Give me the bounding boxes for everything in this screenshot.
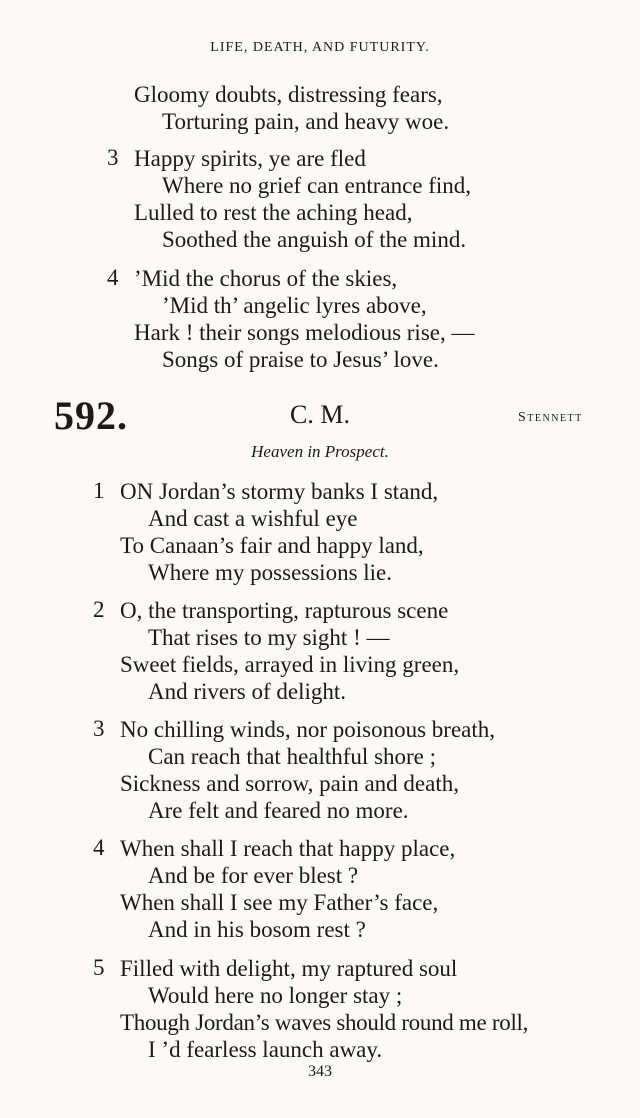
verse-number: 4 <box>107 265 119 290</box>
poem-line: ON Jordan’s stormy banks I stand, <box>120 479 439 504</box>
poem-line: Though Jordan’s waves should round me roll, <box>120 1010 529 1035</box>
poem-line: ’Mid th’ angelic lyres above, <box>162 293 427 318</box>
poem-line: No chilling winds, nor poisonous breath, <box>120 717 495 742</box>
poem-line: When shall I see my Father’s face, <box>120 890 439 915</box>
poem-line: Songs of praise to Jesus’ love. <box>162 347 439 372</box>
hymn-author <box>518 410 583 426</box>
hymn-meter: C. M. <box>290 400 350 429</box>
poem-line: And in his bosom rest ? <box>148 917 366 942</box>
poem-line: Are felt and feared no more. <box>148 798 409 823</box>
poem-line: Torturing pain, and heavy woe. <box>162 109 450 134</box>
verse-number: 3 <box>93 716 105 741</box>
verse-number: 5 <box>93 955 105 980</box>
poem-line: O, the transporting, rapturous scene <box>120 598 449 623</box>
poem-line: Where no grief can entrance find, <box>162 173 472 198</box>
poem-line: And cast a wishful eye <box>148 506 358 531</box>
poem-line: Hark ! their songs melodious rise, — <box>134 320 475 345</box>
running-header: LIFE, DEATH, AND FUTURITY. <box>210 40 430 55</box>
poem-line: Lulled to rest the aching head, <box>134 200 413 225</box>
poem-line: Sweet fields, arrayed in living green, <box>120 652 460 677</box>
verse-number: 4 <box>93 835 105 860</box>
poem-line: Filled with delight, my raptured soul <box>120 956 458 981</box>
poem-line: ’Mid the chorus of the skies, <box>134 266 398 291</box>
hymn-number: 592. <box>54 393 128 438</box>
poem-line: Can reach that healthful shore ; <box>148 744 437 769</box>
poem-line: Gloomy doubts, distressing fears, <box>134 82 443 107</box>
poem-line: To Canaan’s fair and happy land, <box>120 533 424 558</box>
poem-line: Soothed the anguish of the mind. <box>162 227 467 252</box>
poem-line: Sickness and sorrow, pain and death, <box>120 771 459 796</box>
poem-line: Happy spirits, ye are fled <box>134 146 366 171</box>
page-number: 343 <box>308 1063 332 1080</box>
poem-line: Where my possessions lie. <box>148 560 393 585</box>
verse-number: 1 <box>93 478 105 503</box>
author-name: Stennett <box>518 410 583 425</box>
poem-line: Would here no longer stay ; <box>148 983 403 1008</box>
poem-line: And rivers of delight. <box>148 679 347 704</box>
hymn-subtitle: Heaven in Prospect. <box>251 442 389 461</box>
poem-line: When shall I reach that happy place, <box>120 836 456 861</box>
poem-line: I ’d fearless launch away. <box>148 1037 383 1062</box>
poem-line: That rises to my sight ! — <box>148 625 390 650</box>
poem-line: And be for ever blest ? <box>148 863 359 888</box>
verse-number: 3 <box>107 145 119 170</box>
verse-number: 2 <box>93 597 105 622</box>
